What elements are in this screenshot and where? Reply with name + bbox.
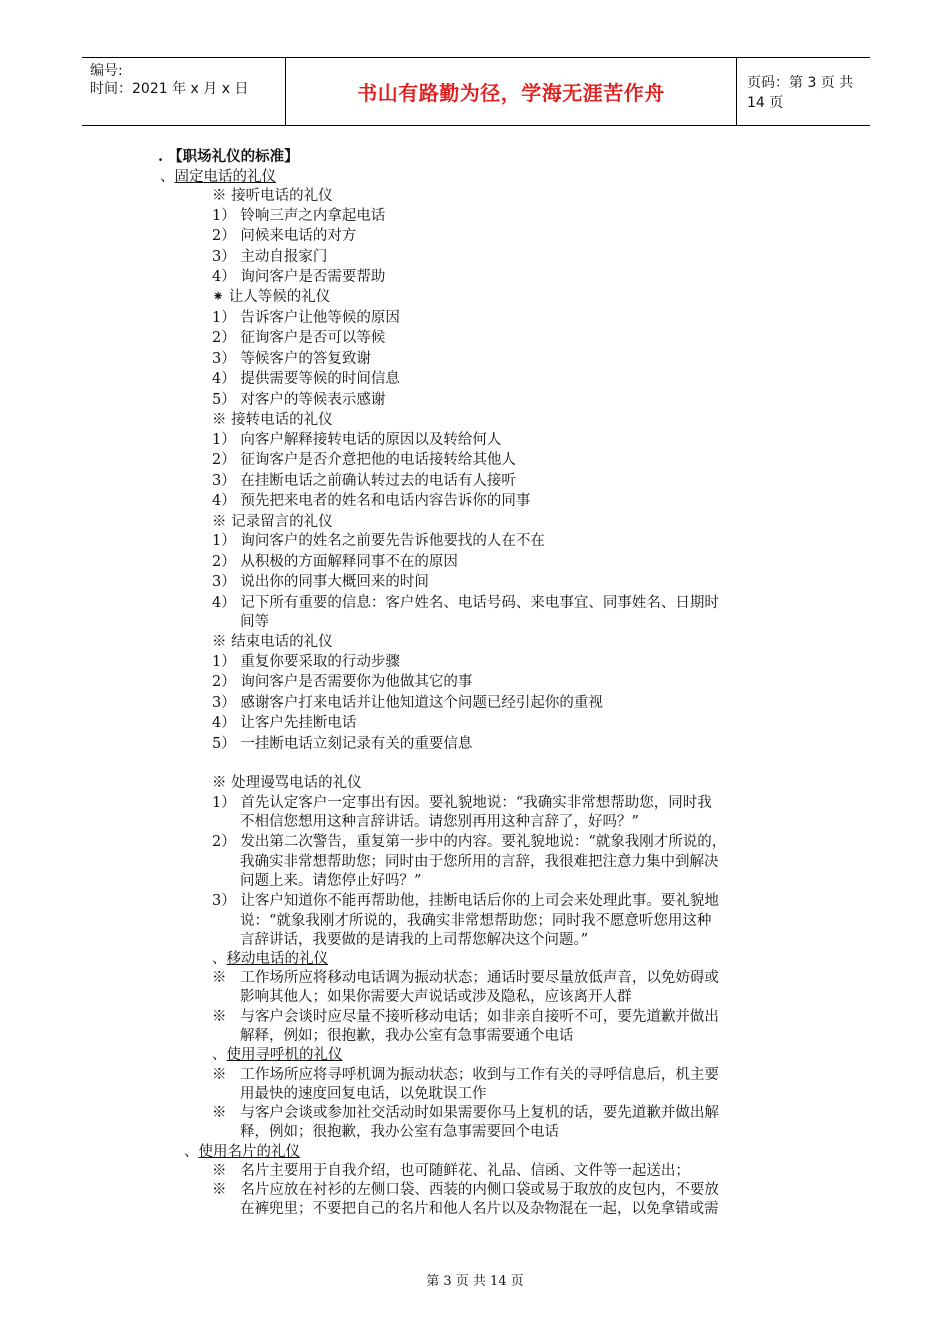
list-item: ※ 工作场所应将移动电话调为振动状态；通话时要尽量放低声音，以免妨碍或 — [212, 970, 719, 986]
list-item-continuation: 间等 — [240, 614, 269, 630]
list-item-continuation: 问题上来。请您停止好吗？” — [240, 873, 422, 889]
list-item: 2） 询问客户是否需要你为他做其它的事 — [212, 674, 473, 690]
list-item: 4） 预先把来电者的姓名和电话内容告诉你的同事 — [212, 493, 531, 509]
list-item: ※ 与客户会谈时应尽量不接听移动电话；如非亲自接听不可，要先道歉并做出 — [212, 1009, 719, 1025]
list-item-continuation: 用最快的速度回复电话，以免耽误工作 — [240, 1086, 487, 1102]
header-page-cell — [737, 58, 870, 125]
list-item: 2） 征询客户是否可以等候 — [212, 330, 386, 346]
list-item: 1） 询问客户的姓名之前要先告诉他要找的人在不在 — [212, 533, 545, 549]
list-item-continuation: 不相信您想用这种言辞讲话。请您别再用这种言辞了，好吗？” — [240, 814, 639, 830]
list-item-continuation: 在裤兜里；不要把自己的名片和他人名片以及杂物混在一起，以免拿错或需 — [240, 1201, 719, 1217]
list-item: 1） 向客户解释接转电话的原因以及转给何人 — [212, 432, 502, 448]
list-item: 4） 记下所有重要的信息：客户姓名、电话号码、来电事宜、同事姓名、日期时 — [212, 595, 719, 611]
list-item: ※ 工作场所应将寻呼机调为振动状态；收到与工作有关的寻呼信息后，机主要 — [212, 1067, 719, 1083]
doc-title: . 【职场礼仪的标准】 — [158, 148, 299, 165]
list-item: 3） 说出你的同事大概回来的时间 — [212, 574, 429, 590]
sub-heading-end: ※ 结束电话的礼仪 — [212, 634, 333, 650]
list-item: 2） 发出第二次警告，重复第一步中的内容。要礼貌地说：“就象我刚才所说的， — [212, 834, 727, 850]
sub-heading-message: ※ 记录留言的礼仪 — [212, 514, 333, 530]
list-item-continuation: 影响其他人；如果你需要大声说话或涉及隐私，应该离开人群 — [240, 989, 632, 1005]
sub-heading-transfer: ※ 接转电话的礼仪 — [212, 412, 333, 428]
list-item: 3） 主动自报家门 — [212, 249, 328, 265]
list-item-continuation: 言辞讲话，我要做的是请我的上司帮您解决这个问题。” — [240, 932, 589, 948]
list-item: 3） 等候客户的答复致谢 — [212, 351, 371, 367]
motto-text: 书山有路勤为径，学海无涯苦作舟 — [357, 81, 665, 105]
section-prefix: 、 — [160, 169, 175, 185]
list-item: 1） 首先认定客户一定事出有因。要礼貌地说：“我确实非常想帮助您，同时我 — [212, 795, 712, 811]
list-item: 4） 询问客户是否需要帮助 — [212, 269, 386, 285]
list-item-continuation: 说：“就象我刚才所说的，我确实非常想帮助您；同时我不愿意听您用这种 — [240, 913, 712, 929]
list-item: 1） 告诉客户让他等候的原因 — [212, 310, 400, 326]
list-item: ※ 名片主要用于自我介绍，也可随鲜花、礼品、信函、文件等一起送出； — [212, 1163, 690, 1179]
list-item: ※ 与客户会谈或参加社交活动时如果需要你马上复机的话，要先道歉并做出解 — [212, 1105, 719, 1121]
section-mobile: 、移动电话的礼仪 — [212, 951, 328, 967]
list-item: 4） 让客户先挂断电话 — [212, 715, 357, 731]
list-item-continuation: 释，例如；很抱歉，我办公室有急事需要回个电话 — [240, 1124, 559, 1140]
time-label: 时间：2021 年 x 月 x 日 — [90, 81, 249, 97]
list-item: 5） 对客户的等候表示感谢 — [212, 392, 386, 408]
list-item: 2） 问候来电话的对方 — [212, 228, 357, 244]
list-item: 3） 在挂断电话之前确认转过去的电话有人接听 — [212, 473, 516, 489]
section-title: 固定电话的礼仪 — [174, 169, 276, 185]
list-item-continuation: 解释，例如；很抱歉，我办公室有急事需要通个电话 — [240, 1028, 574, 1044]
number-label: 编号: — [90, 63, 123, 79]
sub-heading-answer: ※ 接听电话的礼仪 — [212, 188, 333, 204]
header-motto-cell — [285, 58, 737, 125]
sub-heading-wait: ⁕ 让人等候的礼仪 — [212, 289, 331, 305]
list-item: 2） 从积极的方面解释同事不在的原因 — [212, 554, 458, 570]
section-pager: 、使用寻呼机的礼仪 — [212, 1047, 343, 1063]
list-item-continuation: 我确实非常想帮助您；同时由于您所用的言辞，我很难把注意力集中到解决 — [240, 854, 719, 870]
list-item: 5） 一挂断电话立刻记录有关的重要信息 — [212, 736, 473, 752]
header-left-cell — [82, 58, 285, 125]
list-item: 2） 征询客户是否介意把他的电话接转给其他人 — [212, 452, 516, 468]
list-item: ※ 名片应放在衬衫的左侧口袋、西装的内侧口袋或易于取放的皮包内，不要放 — [212, 1182, 719, 1198]
page-header — [82, 57, 870, 126]
list-item: 3） 让客户知道你不能再帮助他，挂断电话后你的上司会来处理此事。要礼貌地 — [212, 893, 719, 909]
list-item: 4） 提供需要等候的时间信息 — [212, 371, 400, 387]
list-item: 1） 重复你要采取的行动步骤 — [212, 654, 400, 670]
list-item: 1） 铃响三声之内拿起电话 — [212, 208, 386, 224]
section-card: 、使用名片的礼仪 — [184, 1144, 300, 1160]
section-fixed-phone — [160, 167, 276, 187]
page-info: 页码：第 3 页 共 14 页 — [747, 74, 854, 111]
sub-heading-abuse: ※ 处理谩骂电话的礼仪 — [212, 775, 362, 791]
page-footer: 第 3 页 共 14 页 — [426, 1274, 524, 1289]
list-item: 3） 感谢客户打来电话并让他知道这个问题已经引起你的重视 — [212, 695, 603, 711]
